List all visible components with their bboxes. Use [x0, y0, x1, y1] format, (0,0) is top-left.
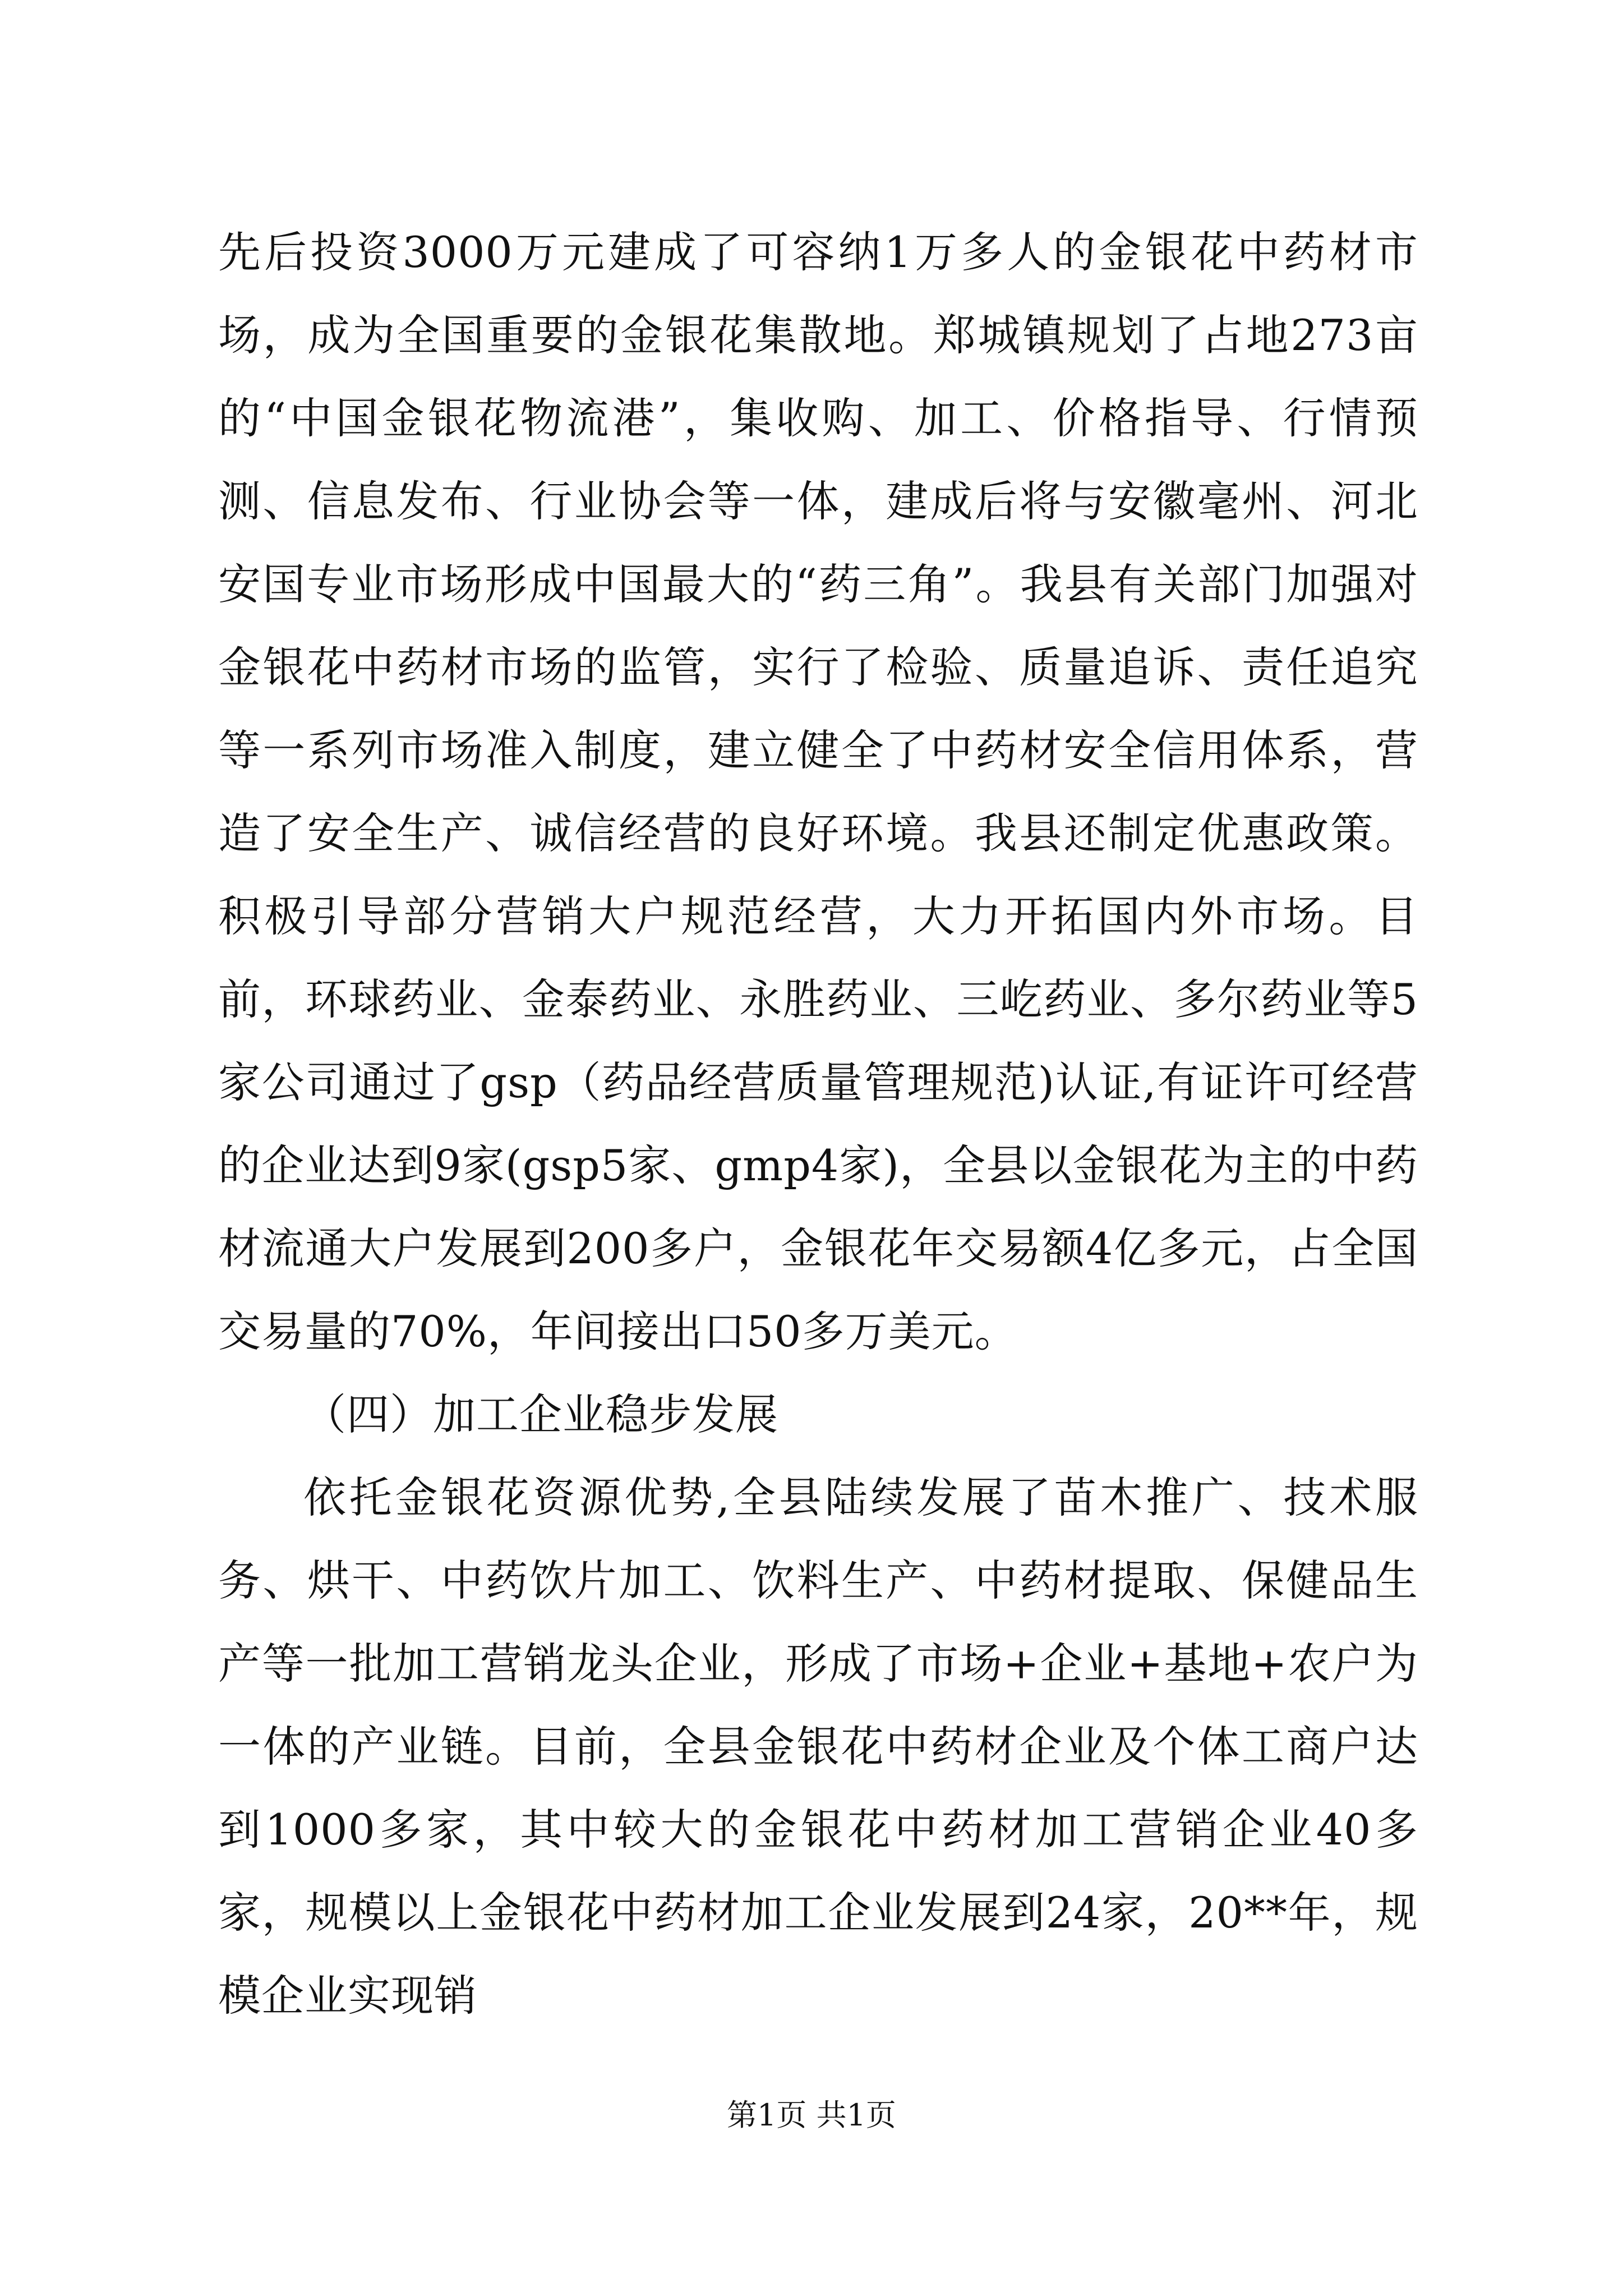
- paragraph-continuation: 先后投资3000万元建成了可容纳1万多人的金银花中药材市场，成为全国重要的金银花集散地。郑城镇规划了占地273亩的“中国金银花物流港”，集收购、加工、价格指导、行情预测、信息发布、行业协会等一体，建成后将与安徽毫州、河北安国专业市场形成中国最大的“药三角”。我县有关部门加强对金银花中药材市场的监管，实行了检验、质量追诉、责任追究等一系列市场准入制度，建立健全了中药材安全信用体系，营造了安全生产、诚信经营的良好环境。我县还制定优惠政策。积极引导部分营销大户规范经营，大力开拓国内外市场。目前，环球药业、金泰药业、永胜药业、三屹药业、多尔药业等5家公司通过了gsp（药品经营质量管理规范)认证,有证许可经营的企业达到9家(gsp5家、gmp4家)，全县以金银花为主的中药材流通大户发展到200多户，金银花年交易额4亿多元，占全国交易量的70%，年间接出口50多万美元。: [218, 227, 1418, 1356]
- document-body: [218, 211, 1418, 2037]
- page-footer: 第1页 共1页: [727, 2097, 896, 2133]
- section-heading: （四）加工企业稳步发展: [303, 1389, 778, 1439]
- paragraph-processing-enterprises: 依托金银花资源优势,全县陆续发展了苗木推广、技术服务、烘干、中药饮片加工、饮料生产、中药材提取、保健品生产等一批加工营销龙头企业，形成了市场+企业+基地+农户为一体的产业链。目前，全县金银花中药材企业及个体工商户达到1000多家，其中较大的金银花中药材加工营销企业40多家，规模以上金银花中药材加工企业发展到24家，20**年，规模企业实现销: [218, 1473, 1418, 2021]
